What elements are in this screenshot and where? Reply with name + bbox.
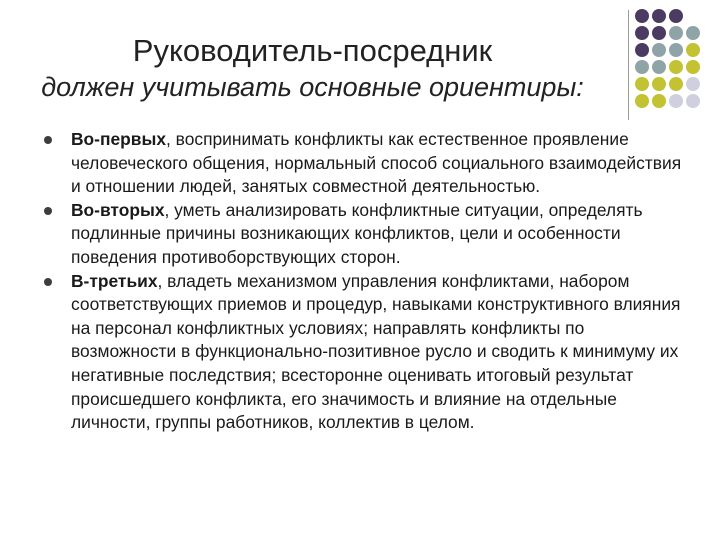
bullet-text: , воспринимать конфликты как естественное проявление человеческого общения, нормальный способ социального взаимодействия и отношении людей, занятых совместной деятельностью. bbox=[71, 129, 682, 197]
decorative-dot bbox=[686, 60, 700, 74]
decorative-dot bbox=[669, 43, 683, 57]
bullet-marker bbox=[44, 278, 52, 286]
decorative-dot bbox=[635, 9, 649, 23]
decorative-dot bbox=[669, 9, 683, 23]
decorative-divider bbox=[628, 10, 629, 120]
bullet-lead: Во-первых bbox=[71, 129, 166, 149]
decorative-dot bbox=[635, 60, 649, 74]
bullet-item-3 bbox=[44, 270, 694, 435]
decorative-dot bbox=[652, 94, 666, 108]
bullet-lead: Во-вторых bbox=[71, 199, 165, 220]
bullet-text: , уметь анализировать конфликтные ситуации, определять подлинные причины возникающих конфликтов, цели и особенности поведения противоборствующих сторон. bbox=[71, 199, 643, 267]
decorative-dot bbox=[686, 94, 700, 108]
decorative-dot bbox=[652, 43, 666, 57]
decorative-dot bbox=[686, 26, 700, 40]
bullet-item-2 bbox=[44, 199, 694, 270]
bullet-lead: В-третьих bbox=[71, 270, 158, 291]
slide-title: Руководитель-посредник bbox=[132, 33, 493, 68]
slide-subtitle: должен учитывать основные ориентиры: bbox=[41, 72, 584, 102]
bullet-text: , владеть механизмом управления конфликтами, набором соответствующих приемов и процедур, навыками конструктивного влияния на персонал конфликтных условиях; направлять конфликты по возможности в функционально-позитивное русло и сводить к минимуму их негативные последствия; всесторонне оценивать итоговый результат происшедшего конфликта, его значимость и влияние на отдельные личности, группы работников, коллектив в целом. bbox=[71, 270, 681, 433]
decorative-dot bbox=[652, 60, 666, 74]
bullet-item-1 bbox=[44, 128, 694, 199]
decorative-dot bbox=[652, 9, 666, 23]
decorative-dot bbox=[669, 77, 683, 91]
bullet-marker bbox=[44, 136, 52, 144]
decorative-dot bbox=[635, 43, 649, 57]
bullet-marker bbox=[44, 207, 52, 215]
decorative-dot bbox=[669, 26, 683, 40]
decorative-dot bbox=[669, 60, 683, 74]
decorative-dot-grid bbox=[635, 9, 715, 119]
bullet-list bbox=[44, 128, 694, 435]
decorative-dot bbox=[652, 77, 666, 91]
decorative-dot bbox=[686, 77, 700, 91]
decorative-dot bbox=[635, 77, 649, 91]
decorative-dot bbox=[652, 26, 666, 40]
decorative-dot bbox=[635, 26, 649, 40]
decorative-dot bbox=[669, 94, 683, 108]
decorative-dot bbox=[686, 43, 700, 57]
decorative-dot bbox=[635, 94, 649, 108]
